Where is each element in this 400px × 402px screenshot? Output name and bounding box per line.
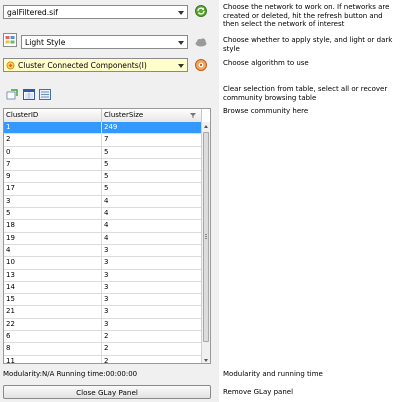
cell-cluster-id: 5 <box>4 208 102 219</box>
cell-cluster-id: 21 <box>4 306 102 317</box>
cell-cluster-id: 1 <box>4 122 102 133</box>
table-row[interactable] <box>4 183 202 195</box>
column-header-label: ClusterSize <box>104 111 144 119</box>
table-row[interactable] <box>4 245 202 257</box>
table-row[interactable] <box>4 306 202 318</box>
table-row[interactable] <box>4 294 202 306</box>
table-row[interactable] <box>4 208 202 220</box>
cell-cluster-id: 17 <box>4 183 102 194</box>
cell-cluster-id: 8 <box>4 343 102 354</box>
table-row[interactable] <box>4 220 202 232</box>
cell-cluster-size: 5 <box>102 171 202 182</box>
cell-cluster-id: 7 <box>4 159 102 170</box>
table-row[interactable] <box>4 257 202 269</box>
scroll-up-button[interactable] <box>202 122 210 130</box>
algorithm-select-value: Cluster Connected Components(I) <box>18 60 147 70</box>
table-header <box>4 109 202 123</box>
network-select-value: galFiltered.sif <box>7 7 58 17</box>
grip-line <box>205 234 207 235</box>
scroll-thumb[interactable] <box>203 132 209 342</box>
algorithm-icon <box>6 61 15 70</box>
table-row[interactable] <box>4 319 202 331</box>
clear-selection-icon[interactable] <box>6 89 18 100</box>
style-preview-icon <box>3 33 17 47</box>
table-row[interactable] <box>4 122 202 134</box>
cell-cluster-id: 3 <box>4 196 102 207</box>
table-row[interactable] <box>4 282 202 294</box>
cell-cluster-id: 14 <box>4 282 102 293</box>
table-row[interactable] <box>4 147 202 159</box>
community-table <box>3 108 211 364</box>
chevron-down-icon <box>175 36 187 48</box>
cell-cluster-size: 7 <box>102 134 202 145</box>
column-header-label: ClusterID <box>6 111 39 119</box>
close-panel-button[interactable]: Close GLay Panel <box>3 385 211 399</box>
annotation-style: Choose whether to apply style, and light or dark style <box>223 36 393 53</box>
annotation-remove: Remove GLay panel <box>223 388 294 396</box>
scroll-down-button[interactable] <box>202 356 210 364</box>
table-row[interactable] <box>4 159 202 171</box>
annotation-clear: Clear selection from table, select all or recover community browsing table <box>223 85 388 102</box>
status-bar: Modularity:N/A Running time:00:00:00 <box>3 370 138 378</box>
column-header-cluster-id[interactable] <box>4 109 102 122</box>
cloud-icon <box>194 35 208 49</box>
cell-cluster-size: 3 <box>102 257 202 268</box>
table-row[interactable] <box>4 331 202 343</box>
cell-cluster-size: 3 <box>102 270 202 281</box>
cell-cluster-size: 5 <box>102 147 202 158</box>
cell-cluster-size: 4 <box>102 233 202 244</box>
cell-cluster-size: 5 <box>102 183 202 194</box>
annotation-browse: Browse community here <box>223 107 309 115</box>
cell-cluster-size: 3 <box>102 306 202 317</box>
network-select[interactable] <box>3 5 188 19</box>
sort-icon[interactable] <box>190 113 196 118</box>
table-row[interactable] <box>4 134 202 146</box>
cell-cluster-size: 2 <box>102 356 202 364</box>
table-row[interactable] <box>4 196 202 208</box>
annotation-network: Choose the network to work on. If networks are created or deleted, hit the refresh button and then select the network of interest <box>223 3 390 29</box>
cell-cluster-id: 4 <box>4 245 102 256</box>
cell-cluster-size: 3 <box>102 245 202 256</box>
cell-cluster-id: 18 <box>4 220 102 231</box>
cell-cluster-size: 2 <box>102 331 202 342</box>
column-header-cluster-size[interactable] <box>102 109 202 122</box>
cell-cluster-size: 5 <box>102 159 202 170</box>
palette-icon <box>4 34 16 46</box>
cell-cluster-id: 11 <box>4 356 102 364</box>
annotation-algorithm: Choose algorithm to use <box>223 59 309 67</box>
cell-cluster-id: 22 <box>4 319 102 330</box>
cell-cluster-size: 4 <box>102 196 202 207</box>
refresh-icon[interactable] <box>194 4 208 18</box>
cell-cluster-id: 10 <box>4 257 102 268</box>
table-row[interactable] <box>4 233 202 245</box>
cell-cluster-id: 19 <box>4 233 102 244</box>
table-body <box>4 122 202 364</box>
cell-cluster-id: 9 <box>4 171 102 182</box>
run-algorithm-icon[interactable] <box>194 58 208 72</box>
chevron-down-icon <box>175 59 187 71</box>
cell-cluster-size: 2 <box>102 343 202 354</box>
style-select-value: Light Style <box>25 37 66 47</box>
grip-line <box>205 238 207 239</box>
style-select[interactable] <box>21 35 188 49</box>
cell-cluster-id: 13 <box>4 270 102 281</box>
chevron-down-icon <box>175 6 187 18</box>
select-all-icon[interactable] <box>23 89 35 100</box>
cell-cluster-size: 249 <box>102 122 202 133</box>
table-row[interactable] <box>4 171 202 183</box>
algorithm-select[interactable] <box>3 58 188 72</box>
grip-line <box>205 236 207 237</box>
cell-cluster-size: 3 <box>102 282 202 293</box>
vertical-scrollbar[interactable] <box>201 122 210 364</box>
annotation-modularity: Modularity and running time <box>223 370 323 378</box>
table-row[interactable] <box>4 343 202 355</box>
cell-cluster-id: 2 <box>4 134 102 145</box>
cell-cluster-size: 3 <box>102 319 202 330</box>
recover-table-icon[interactable] <box>39 89 51 100</box>
cell-cluster-size: 3 <box>102 294 202 305</box>
table-row[interactable] <box>4 356 202 364</box>
table-row[interactable] <box>4 270 202 282</box>
cell-cluster-id: 15 <box>4 294 102 305</box>
cell-cluster-id: 6 <box>4 331 102 342</box>
cell-cluster-size: 4 <box>102 208 202 219</box>
cell-cluster-size: 4 <box>102 220 202 231</box>
cell-cluster-id: 0 <box>4 147 102 158</box>
